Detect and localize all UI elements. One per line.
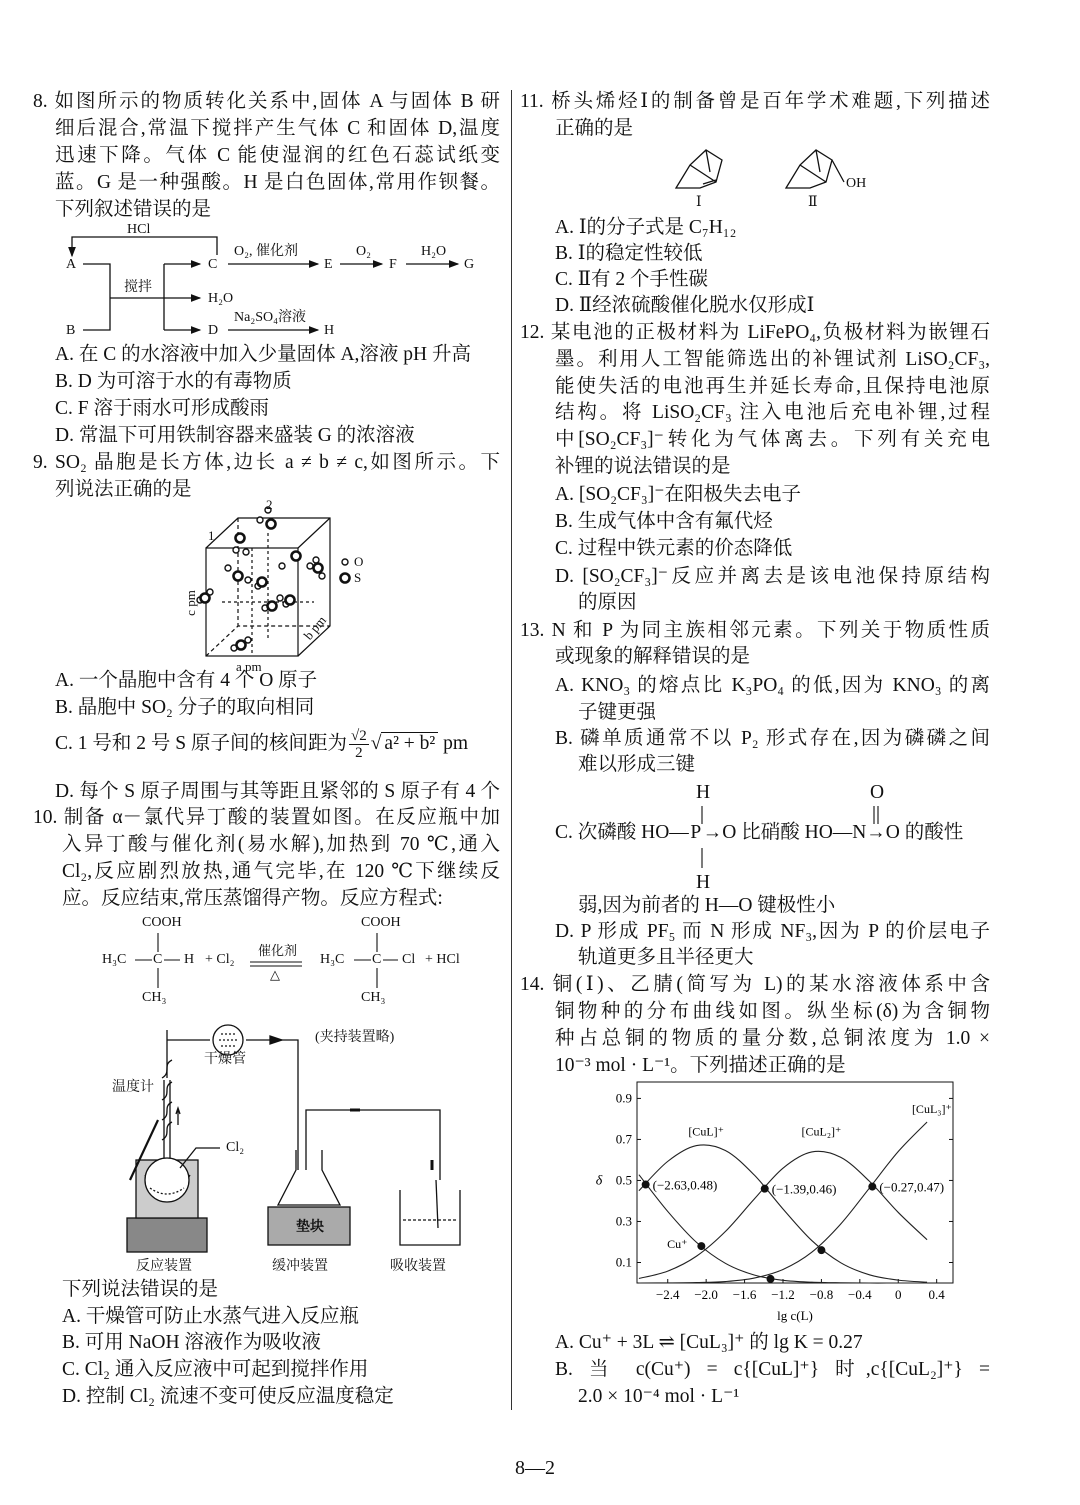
legend-o: O bbox=[354, 554, 364, 569]
eq-cooh: COOH bbox=[142, 915, 182, 930]
q13-option-a-cont: 子键更强 bbox=[578, 702, 657, 723]
q8-option-a[interactable]: A. 在 C 的水溶液中加入少量固体 A,溶液 pH 升高 bbox=[55, 344, 472, 365]
q11-line: 正确的是 bbox=[555, 118, 634, 139]
label-o2-catalyst: O₂, 催化剂 bbox=[234, 244, 298, 259]
q9-option-b[interactable]: B. 晶胞中 SO₂ 分子的取向相同 bbox=[55, 697, 315, 718]
q12-option-c[interactable]: C. 过程中铁元素的价态降低 bbox=[555, 538, 793, 559]
label-thermometer: 温度计 bbox=[112, 1080, 154, 1095]
label-e: E bbox=[324, 257, 333, 272]
label-drying-tube: 干燥管 bbox=[204, 1052, 246, 1067]
structure-label-i: Ⅰ bbox=[696, 195, 702, 210]
intersection-point bbox=[642, 1181, 650, 1189]
eq-cl: Cl bbox=[402, 952, 416, 967]
label-reaction-device: 反应装置 bbox=[136, 1259, 192, 1274]
q9-option-c[interactable] bbox=[55, 724, 468, 764]
eq-cooh-product: COOH bbox=[361, 915, 401, 930]
eq-h3c-product: H₃C bbox=[320, 952, 345, 967]
q12-line: 结构。将 LiSO₂CF₃ 注入电池后充电补锂,过程 bbox=[555, 402, 990, 423]
q13-option-c[interactable] bbox=[555, 820, 963, 846]
q9-line: 列说法正确的是 bbox=[55, 479, 192, 500]
copper-species-distribution-chart bbox=[550, 1080, 970, 1330]
sqrt-sign: √ bbox=[370, 733, 382, 754]
q12-line: 墨。利用人工智能筛选出的补锂试剂 LiSO₂CF₃, bbox=[555, 349, 990, 370]
legend-s: S bbox=[354, 570, 362, 585]
eq-catalyst: 催化剂 bbox=[258, 943, 298, 958]
p-bottom-h: H bbox=[696, 872, 711, 893]
q10-line: 入异丁酸与催化剂(易水解),加热到 70 ℃,通入 bbox=[62, 834, 500, 855]
radicand: a² + b² bbox=[381, 732, 438, 754]
y-tick-label: 0.5 bbox=[615, 1172, 632, 1188]
q9-line: 9. SO₂ 晶胞是长方体,边长 a ≠ b ≠ c,如图所示。下 bbox=[33, 452, 500, 473]
fraction-numerator: √2 bbox=[350, 728, 367, 745]
fraction-denominator: 2 bbox=[355, 745, 363, 762]
atom-label-2: 2 bbox=[266, 497, 273, 512]
label-f: F bbox=[389, 257, 397, 272]
q14-line: 种占总铜的物质的量分数,总铜浓度为 1.0 × bbox=[555, 1028, 990, 1049]
x-tick-label: −1.6 bbox=[732, 1287, 757, 1302]
q8-option-b[interactable]: B. D 为可溶于水的有毒物质 bbox=[55, 371, 292, 392]
label-buffer-device: 缓冲装置 bbox=[272, 1259, 328, 1274]
eq-h: H bbox=[184, 952, 195, 967]
q10-option-a[interactable]: A. 干燥管可防止水蒸气进入反应瓶 bbox=[62, 1306, 359, 1327]
fraction bbox=[349, 728, 369, 761]
label-c: C bbox=[208, 257, 218, 272]
label-na2so4: Na₂SO₄溶液 bbox=[234, 310, 306, 325]
q10-line: 10. 制备 α－氯代异丁酸的装置如图。在反应瓶中加 bbox=[33, 807, 500, 828]
structure-label-oh: OH bbox=[846, 176, 867, 191]
q14-option-a[interactable]: A. Cu⁺ + 3L ⇌ [CuL₃]⁺ 的 lg K = 0.27 bbox=[555, 1332, 863, 1353]
q10-stem: 下列说法错误的是 bbox=[62, 1279, 219, 1300]
unit: pm bbox=[443, 733, 469, 754]
atom-label-1: 1 bbox=[208, 528, 215, 543]
text: →O 的酸性 bbox=[866, 822, 964, 843]
point-label: (−1.39,0.46) bbox=[771, 1181, 837, 1197]
label-a: A bbox=[66, 257, 77, 272]
q8-line: 8. 如图所示的物质转化关系中,固体 A 与固体 B 研 bbox=[33, 91, 500, 112]
x-tick-label: −2.4 bbox=[655, 1287, 680, 1302]
y-tick-label: 0.1 bbox=[615, 1254, 632, 1270]
y-tick-label: 0.3 bbox=[615, 1213, 632, 1229]
label-pad: 垫块 bbox=[296, 1220, 324, 1235]
q8-line: 迅速下降。气体 C 能使湿润的红色石蕊试纸变 bbox=[55, 145, 500, 166]
n-top-o: O bbox=[870, 782, 885, 803]
q10-option-c[interactable]: C. Cl₂ 通入反应液中可起到搅拌作用 bbox=[62, 1359, 369, 1380]
label-o2: O₂ bbox=[356, 244, 371, 259]
q13-option-d[interactable]: D. P 形成 PF₅ 而 N 形成 NF₃,因为 P 的价层电子 bbox=[555, 921, 990, 942]
q8-option-c[interactable]: C. F 溶于雨水可形成酸雨 bbox=[55, 398, 269, 419]
q8-option-d[interactable]: D. 常温下可用铁制容器来盛装 G 的浓溶液 bbox=[55, 425, 415, 446]
text: →O 比硝酸 HO— bbox=[702, 822, 853, 843]
point-label: (−0.27,0.47) bbox=[879, 1179, 945, 1195]
q12-option-d-cont: 的原因 bbox=[578, 592, 637, 613]
label-absorb-device: 吸收装置 bbox=[390, 1259, 446, 1274]
y-tick-label: 0.9 bbox=[615, 1090, 632, 1106]
atom-p: P bbox=[690, 822, 702, 843]
page-number: 8—2 bbox=[515, 1457, 555, 1479]
q12-line: 中[SO₂CF₃]⁻转化为气体离去。下列有关充电 bbox=[555, 429, 990, 450]
q13-line: 或现象的解释错误的是 bbox=[555, 646, 751, 667]
eq-cl2: + Cl₂ bbox=[205, 952, 235, 967]
series-curve bbox=[639, 1151, 927, 1278]
q13-option-b-cont: 难以形成三键 bbox=[578, 754, 696, 775]
q11-option-b[interactable]: B. Ⅰ的稳定性较低 bbox=[555, 243, 703, 264]
label-cl2-inlet: Cl₂ bbox=[226, 1140, 245, 1155]
series-label: Cu⁺ bbox=[667, 1237, 688, 1252]
q8-line: 蓝。G 是一种强酸。H 是白色固体,常用作钡餐。 bbox=[55, 172, 500, 193]
q13-option-b[interactable]: B. 磷单质通常不以 P₂ 形式存在,因为磷磷之间 bbox=[555, 728, 990, 749]
structure-label-ii: Ⅱ bbox=[808, 195, 818, 210]
q9-option-d[interactable]: D. 每个 S 原子周围与其等距且紧邻的 S 原子有 4 个 bbox=[55, 781, 500, 802]
bond-lines bbox=[0, 0, 1, 1]
label-h: H bbox=[324, 323, 335, 338]
eq-c: C bbox=[153, 952, 163, 967]
label-stir: 搅拌 bbox=[124, 280, 152, 295]
series-label: [CuL₂]⁺ bbox=[801, 1124, 842, 1139]
eq-c-product: C bbox=[372, 952, 382, 967]
q10-option-b[interactable]: B. 可用 NaOH 溶液作为吸收液 bbox=[62, 1332, 321, 1353]
edge-label-c: c pm bbox=[182, 590, 198, 616]
q11-option-a[interactable]: A. Ⅰ的分子式是 C₇H₁₂ bbox=[555, 217, 737, 238]
edge-label-a: a pm bbox=[236, 659, 262, 674]
q11-option-c[interactable]: C. Ⅱ有 2 个手性碳 bbox=[555, 269, 709, 290]
q12-line: 能使失活的电池再生并延长寿命,且保持电池原 bbox=[555, 376, 990, 397]
x-tick-label: 0 bbox=[895, 1287, 902, 1302]
x-tick-label: 0.4 bbox=[928, 1287, 945, 1302]
x-tick-label: −0.4 bbox=[848, 1287, 872, 1302]
label-g: G bbox=[464, 257, 475, 272]
q12-option-d[interactable]: D. [SO₂CF₃]⁻反应并离去是该电池保持原结构 bbox=[555, 566, 990, 587]
series-label: [CuL₃]⁺ bbox=[911, 1101, 952, 1116]
series-curve bbox=[639, 1122, 927, 1283]
q8-line: 细后混合,常温下搅拌产生气体 C 和固体 D,温度 bbox=[55, 118, 500, 139]
q13-option-c-cont: 弱,因为前者的 H—O 键极性小 bbox=[578, 895, 836, 916]
label-d: D bbox=[208, 323, 219, 338]
intersection-point bbox=[767, 1275, 775, 1283]
series-curve bbox=[639, 1145, 927, 1282]
eq-hcl: + HCl bbox=[425, 952, 460, 967]
label-b: B bbox=[66, 323, 76, 338]
label-hcl: HCl bbox=[127, 222, 151, 237]
intersection-point bbox=[761, 1185, 769, 1193]
p-top-h: H bbox=[696, 782, 711, 803]
x-axis-label: lg c(L) bbox=[777, 1308, 813, 1323]
q10-line: Cl₂,反应剧烈放热,通气完毕,在 120 ℃下继续反 bbox=[62, 861, 500, 882]
option-c-text: C. 1 号和 2 号 S 原子间的核间距为 bbox=[55, 733, 347, 754]
q10-option-d[interactable]: D. 控制 Cl₂ 流速不变可使反应温度稳定 bbox=[62, 1386, 394, 1407]
q13-line: 13. N 和 P 为同主族相邻元素。下列关于物质性质 bbox=[520, 620, 990, 641]
q14-line: 10⁻³ mol · L⁻¹。下列描述正确的是 bbox=[555, 1055, 846, 1076]
q10-line: 应。反应结束,常压蒸馏得产物。反应方程式: bbox=[62, 888, 443, 909]
edge-label-b: b pm bbox=[300, 612, 330, 643]
q13-option-d-cont: 轨道更多且半径更大 bbox=[578, 947, 754, 968]
eq-ch3-product: CH₃ bbox=[361, 990, 386, 1005]
q13-option-a[interactable]: A. KNO₃ 的熔点比 K₃PO₄ 的低,因为 KNO₃ 的离 bbox=[555, 675, 990, 696]
q14-option-b[interactable]: B. 当 c(Cu⁺) = c{[CuL]⁺} 时,c{[CuL₂]⁺} = bbox=[555, 1359, 990, 1380]
q14-line: 14. 铜(Ⅰ)、乙腈(简写为 L)的某水溶液体系中含 bbox=[520, 974, 990, 995]
text: C. 次磷酸 HO— bbox=[555, 822, 689, 843]
y-axis-label: δ bbox=[595, 1173, 603, 1189]
eq-heat: △ bbox=[270, 967, 280, 982]
x-tick-label: −2.0 bbox=[694, 1287, 718, 1302]
label-clamp-omitted: (夹持装置略) bbox=[315, 1030, 395, 1045]
q14-line: 铜物种的分布曲线如图。纵坐标(δ)为含铜物 bbox=[555, 1001, 990, 1022]
column-divider bbox=[511, 90, 512, 1410]
y-tick-label: 0.7 bbox=[615, 1131, 632, 1147]
intersection-point bbox=[868, 1183, 876, 1191]
q12-line: 12. 某电池的正极材料为 LiFePO₄,负极材料为嵌锂石 bbox=[520, 322, 990, 343]
eq-h3c: H₃C bbox=[102, 952, 127, 967]
q12-option-a[interactable]: A. [SO₂CF₃]⁻在阳极失去电子 bbox=[555, 484, 801, 505]
intersection-point bbox=[697, 1242, 705, 1250]
q8-line: 下列叙述错误的是 bbox=[55, 199, 212, 220]
series-label: [CuL]⁺ bbox=[688, 1124, 724, 1139]
q12-option-b[interactable]: B. 生成气体中含有氟代烃 bbox=[555, 511, 773, 532]
atom-n: N bbox=[852, 822, 867, 843]
point-label: (−2.63,0.48) bbox=[652, 1177, 718, 1193]
q12-line: 补锂的说法错误的是 bbox=[555, 456, 731, 477]
q14-option-b-cont: 2.0 × 10⁻⁴ mol · L⁻¹ bbox=[578, 1386, 740, 1407]
q11-line: 11. 桥头烯烃Ⅰ的制备曾是百年学术难题,下列描述 bbox=[520, 91, 990, 112]
eq-ch3: CH₃ bbox=[142, 990, 167, 1005]
label-h2o-2: H₂O bbox=[421, 244, 447, 259]
x-tick-label: −1.2 bbox=[771, 1287, 795, 1302]
q11-option-d[interactable]: D. Ⅱ经浓硫酸催化脱水仅形成Ⅰ bbox=[555, 295, 815, 316]
q9-option-a[interactable]: A. 一个晶胞中含有 4 个 O 原子 bbox=[55, 670, 318, 691]
x-tick-label: −0.8 bbox=[809, 1287, 834, 1302]
intersection-point bbox=[817, 1246, 825, 1254]
label-h2o: H₂O bbox=[208, 291, 234, 306]
